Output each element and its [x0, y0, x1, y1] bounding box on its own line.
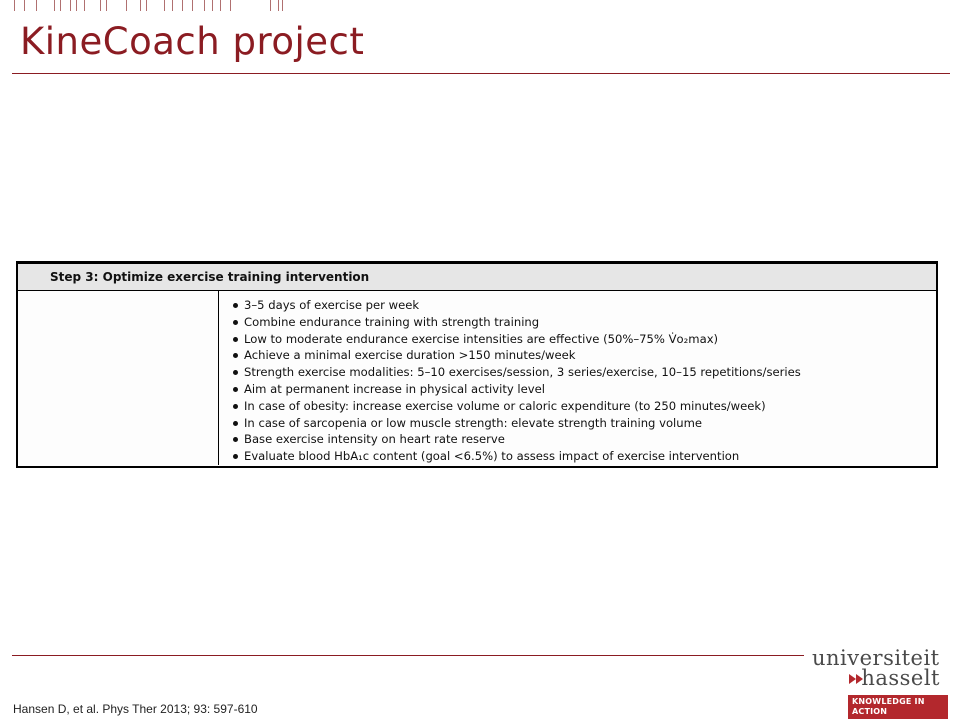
table-body [18, 291, 936, 465]
title-divider [12, 73, 950, 74]
table-left-column [18, 291, 219, 465]
table-header: Step 3: Optimize exercise training intervention [18, 264, 936, 291]
list-item: In case of obesity: increase exercise volume or caloric expenditure (to 250 minutes/week) [228, 398, 801, 415]
citation-text: Hansen D, et al. Phys Ther 2013; 93: 597-610 [13, 702, 258, 716]
list-item: 3–5 days of exercise per week [228, 297, 801, 314]
list-item: Achieve a minimal exercise duration >150 minutes/week [228, 347, 801, 364]
university-logo [812, 645, 948, 715]
slide-title: KineCoach project [20, 20, 365, 63]
logo-line-universiteit: universiteit [812, 646, 940, 670]
list-item: Base exercise intensity on heart rate reserve [228, 431, 801, 448]
list-item: Aim at permanent increase in physical activity level [228, 381, 801, 398]
logo-arrow-icon [849, 674, 856, 684]
list-item: Low to moderate endurance exercise intensities are effective (50%–75% V̇o₂max) [228, 331, 801, 348]
footer-divider [12, 655, 804, 656]
decorative-tick-marks [14, 0, 314, 12]
list-item: Strength exercise modalities: 5–10 exercises/session, 3 series/exercise, 10–15 repetitions/series [228, 364, 801, 381]
logo-line-hasselt: hasselt [861, 666, 940, 690]
logo-tagline: KNOWLEDGE IN ACTION [848, 695, 948, 719]
list-item: In case of sarcopenia or low muscle strength: elevate strength training volume [228, 415, 801, 432]
list-item: Evaluate blood HbA₁c content (goal <6.5%) to assess impact of exercise intervention [228, 448, 801, 465]
bullet-list [228, 297, 801, 465]
recommendation-table [16, 261, 938, 468]
list-item: Combine endurance training with strength training [228, 314, 801, 331]
